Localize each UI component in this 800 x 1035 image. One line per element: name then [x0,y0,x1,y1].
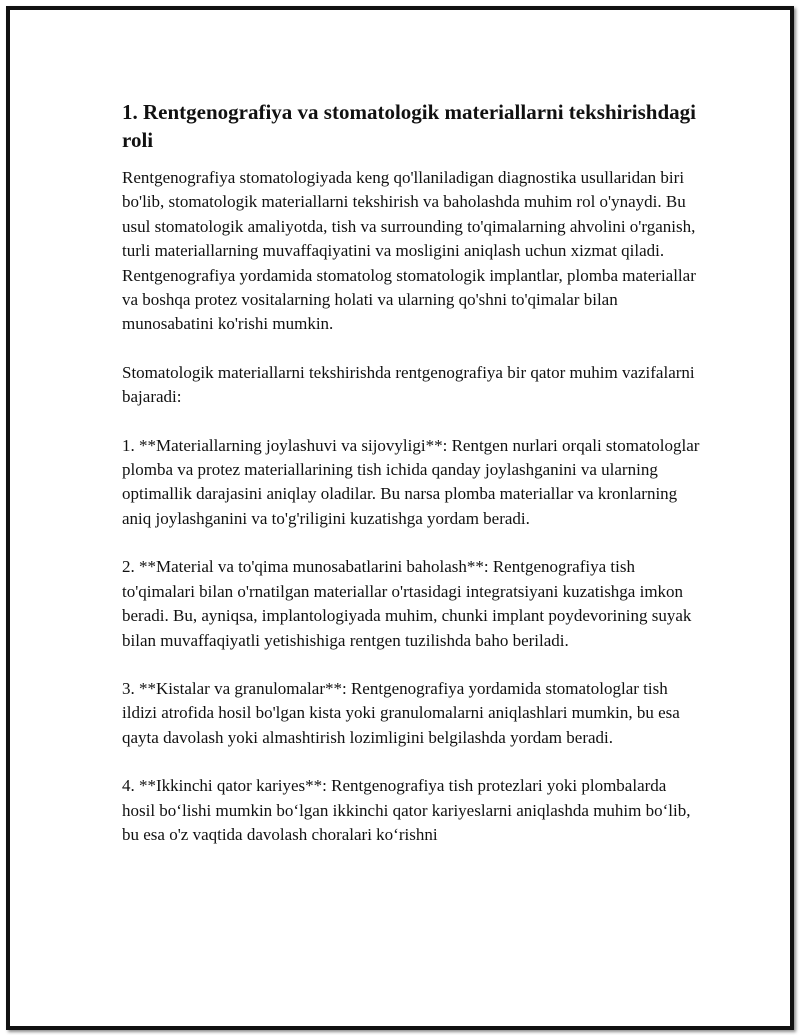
paragraph-intro: Rentgenografiya stomatologiyada keng qo'llaniladigan diagnostika usullaridan biri bo'lib, stomatologik materiallarni tekshirish va baholashda muhim rol o'ynaydi. Bu usul stomatologik amaliyotda, tish va surrounding to'qimalarning ahvolini o'rganish, turli materiallarning muvaffaqiyatini va mosligini aniqlash uchun xizmat qiladi. Rentgenografiya yordamida stomatolog stomatologik implantlar, plomba materiallar va boshqa protez vositalarning holati va ularning qo'shni to'qimalar bilan munosabatini ko'rishi mumkin. [122,168,696,334]
document-page [6,6,794,1030]
paragraph-tasks-intro: Stomatologik materiallarni tekshirishda rentgenografiya bir qator muhim vazifalarni bajaradi: [122,362,695,407]
document-content [122,98,702,871]
list-item-3: 3. **Kistalar va granulomalar**: Rentgenografiya yordamida stomatologlar tish ildizi atrofida hosil bo'lgan kista yoki granulomalarni aniqlashlari mumkin, bu esa qayta davolash yoki almashtirish lozimligini belgilashda yordam beradi. [122,678,680,747]
section-heading: 1. Rentgenografiya va stomatologik materiallarni tekshirishdagi roli [122,100,696,152]
list-item-2: 2. **Material va to'qima munosabatlarini baholash**: Rentgenografiya tish to'qimalari bilan o'rnatilgan materiallar o'rtasidagi integratsiyani kuzatishga imkon beradi. Bu, ayniqsa, implantologiyada muhim, chunki implant poydevorining suyak bilan muvaffaqiyatli yetishishiga rentgen tuzilishda baho beriladi. [122,557,692,650]
list-item-1: 1. **Materiallarning joylashuvi va sijovyligi**: Rentgen nurlari orqali stomatologlar plomba va protez materiallarining tish ichida qanday joylashganini va ularning optimallik darajasini aniqlay oladilar. Bu narsa plomba materiallar va kronlarning aniq joylashganini va to'g'riligini kuzatishga yordam beradi. [122,435,700,528]
list-item-4: 4. **Ikkinchi qator kariyes**: Rentgenografiya tish protezlari yoki plombalarda hosil bo‘lishi mumkin bo‘lgan ikkinchi qator kariyeslarni aniqlashda muhim bo‘lib, bu esa o'z vaqtida davolash choralari ko‘rishni [122,776,691,844]
